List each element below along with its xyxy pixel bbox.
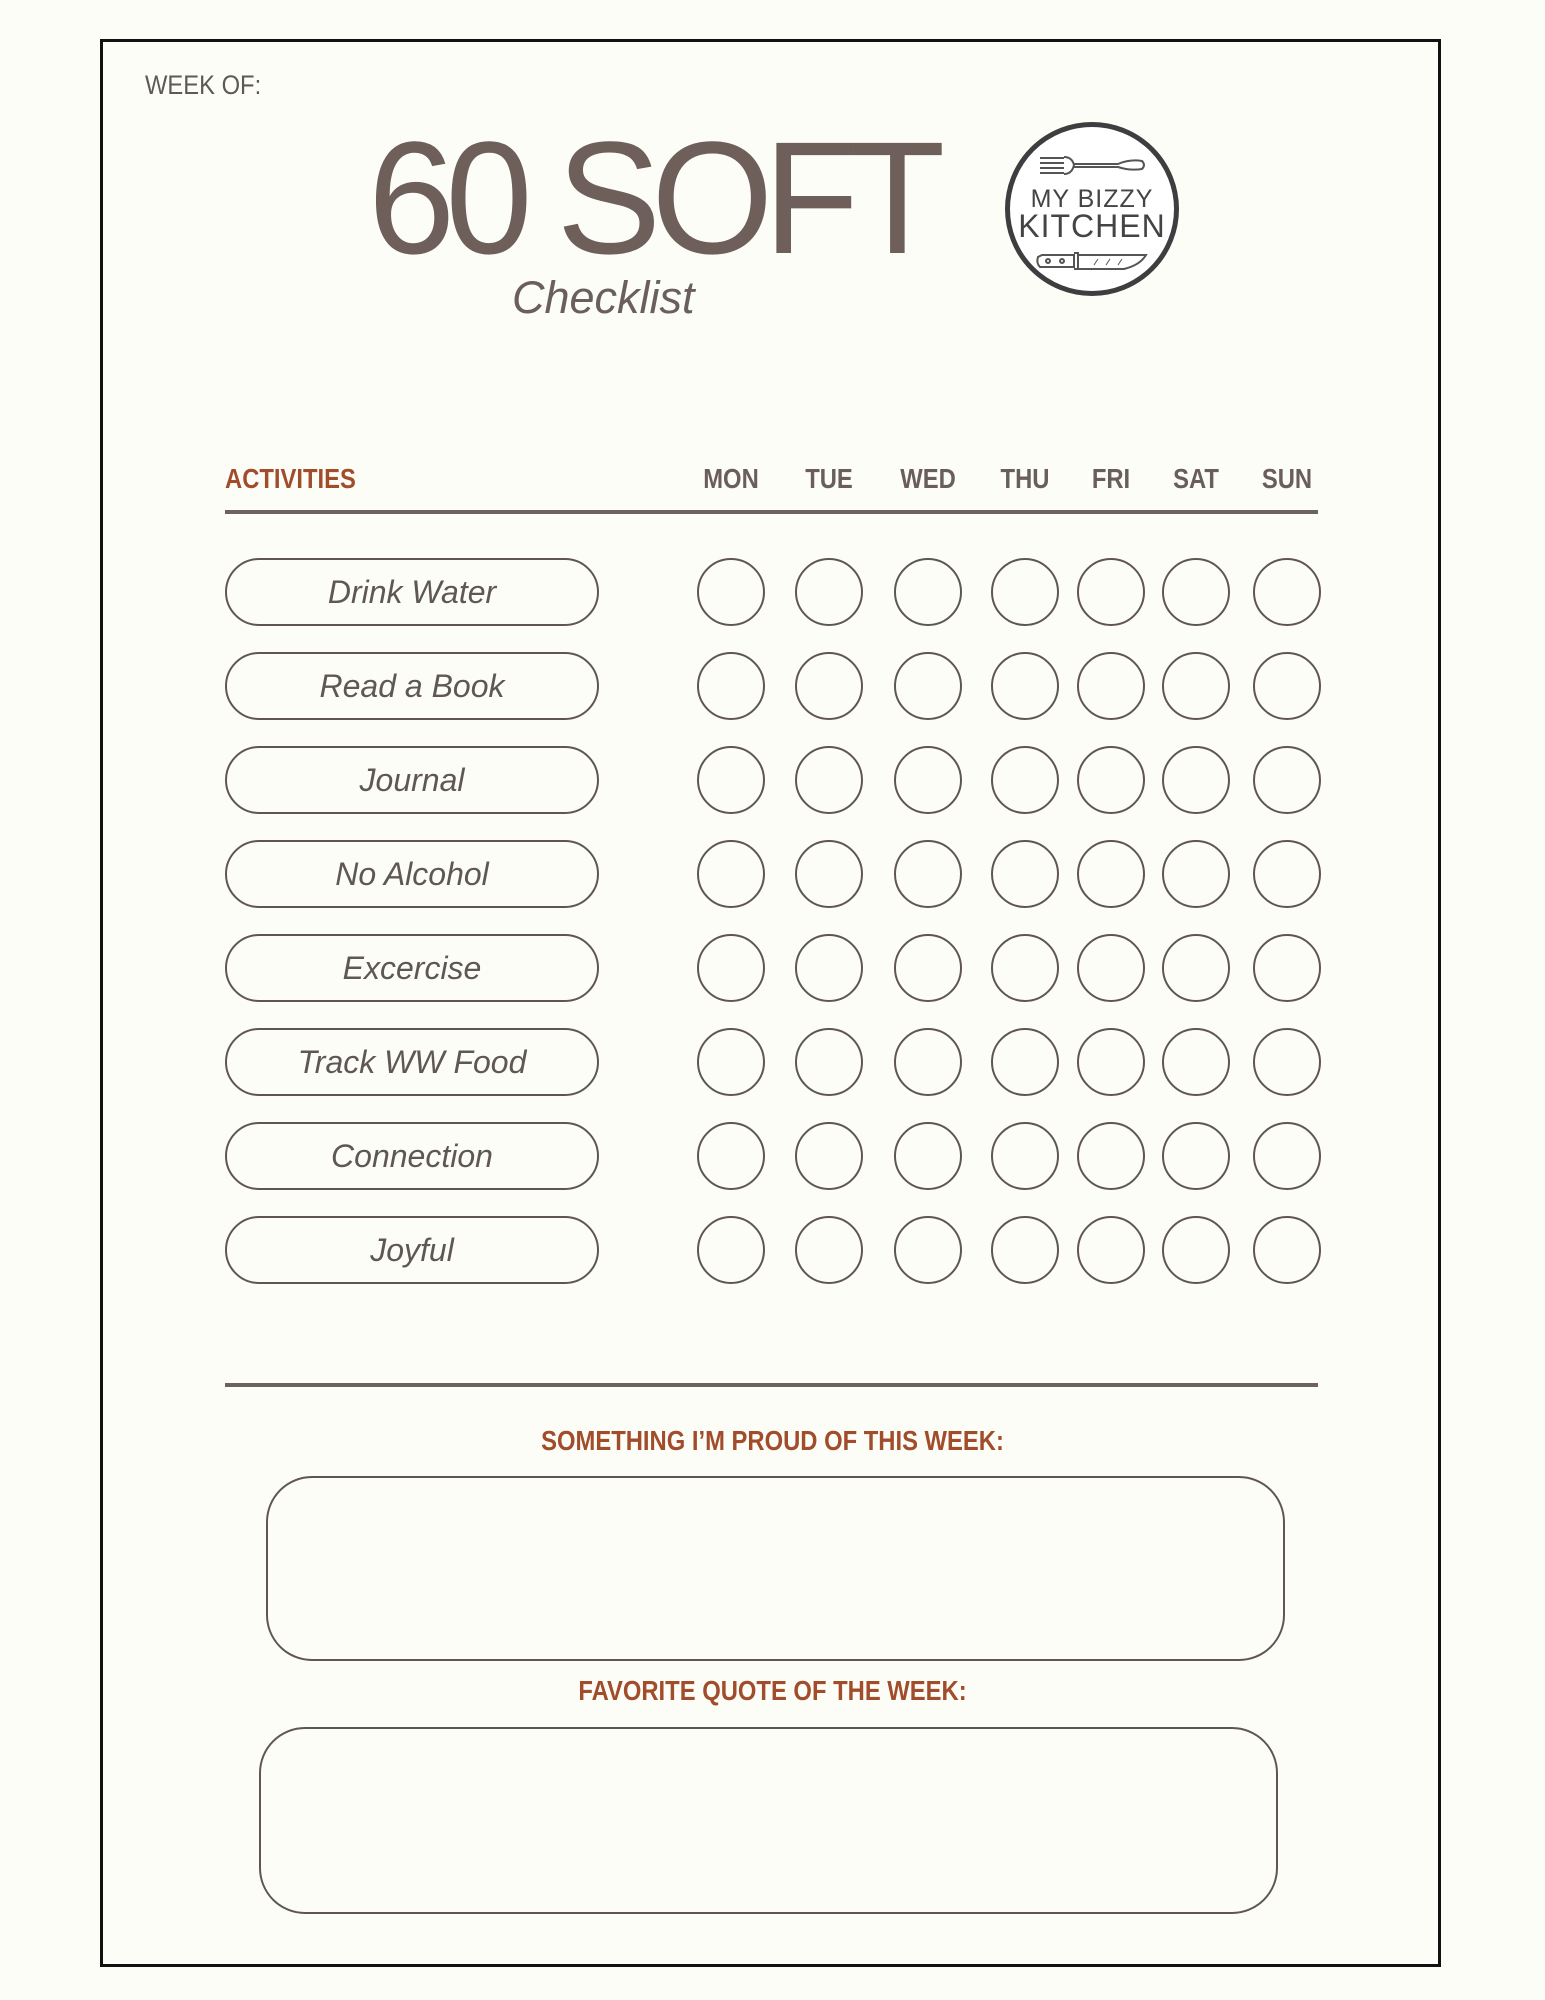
checkbox-wed[interactable] [894, 1028, 962, 1096]
checkbox-tue[interactable] [795, 934, 863, 1002]
checkbox-sun[interactable] [1253, 840, 1321, 908]
checkbox-tue[interactable] [795, 558, 863, 626]
activity-label: Connection [225, 1122, 599, 1190]
checkbox-sun[interactable] [1253, 1122, 1321, 1190]
checkbox-fri[interactable] [1077, 746, 1145, 814]
fork-icon [1038, 153, 1148, 179]
checkbox-sun[interactable] [1253, 746, 1321, 814]
week-of-label: WEEK OF: [145, 70, 262, 100]
checkbox-fri[interactable] [1077, 1028, 1145, 1096]
checkbox-fri[interactable] [1077, 840, 1145, 908]
checkbox-wed[interactable] [894, 1216, 962, 1284]
checkbox-mon[interactable] [697, 934, 765, 1002]
checkbox-sat[interactable] [1162, 652, 1230, 720]
checkbox-mon[interactable] [697, 1122, 765, 1190]
checkbox-fri[interactable] [1077, 558, 1145, 626]
checkbox-sat[interactable] [1162, 1216, 1230, 1284]
page-subtitle: Checklist [512, 272, 695, 323]
checkbox-mon[interactable] [697, 1216, 765, 1284]
logo [1005, 122, 1179, 296]
checkbox-tue[interactable] [795, 652, 863, 720]
checkbox-wed[interactable] [894, 840, 962, 908]
checkbox-sat[interactable] [1162, 746, 1230, 814]
checkbox-sat[interactable] [1162, 1122, 1230, 1190]
activity-label: Journal [225, 746, 599, 814]
checkbox-wed[interactable] [894, 652, 962, 720]
checkbox-sat[interactable] [1162, 934, 1230, 1002]
checkbox-thu[interactable] [991, 840, 1059, 908]
day-header-sun: SUN [1261, 463, 1313, 494]
checkbox-mon[interactable] [697, 840, 765, 908]
checkbox-wed[interactable] [894, 558, 962, 626]
checkbox-thu[interactable] [991, 652, 1059, 720]
day-header-thu: THU [1000, 463, 1050, 494]
activities-header: ACTIVITIES [225, 463, 356, 494]
activity-label: No Alcohol [225, 840, 599, 908]
knife-icon [1034, 249, 1152, 273]
day-header-tue: TUE [805, 463, 853, 494]
checkbox-sun[interactable] [1253, 1216, 1321, 1284]
checkbox-sat[interactable] [1162, 1028, 1230, 1096]
checkbox-thu[interactable] [991, 746, 1059, 814]
page-title: 60 SOFT [368, 108, 936, 287]
checkbox-sun[interactable] [1253, 1028, 1321, 1096]
day-header-fri: FRI [1091, 463, 1131, 494]
day-header-wed: WED [900, 463, 956, 494]
checkbox-wed[interactable] [894, 746, 962, 814]
checkbox-tue[interactable] [795, 840, 863, 908]
activity-label: Drink Water [225, 558, 599, 626]
checkbox-fri[interactable] [1077, 1122, 1145, 1190]
checkbox-thu[interactable] [991, 934, 1059, 1002]
logo-text-line1: MY BIZZY [1030, 185, 1154, 213]
checkbox-thu[interactable] [991, 1028, 1059, 1096]
quote-label: FAVORITE QUOTE OF THE WEEK: [578, 1675, 967, 1706]
checkbox-fri[interactable] [1077, 934, 1145, 1002]
activity-label: Read a Book [225, 652, 599, 720]
quote-input-box[interactable] [259, 1727, 1278, 1914]
logo-text-line2: KITCHEN [1018, 208, 1166, 244]
checkbox-thu[interactable] [991, 558, 1059, 626]
checkbox-fri[interactable] [1077, 1216, 1145, 1284]
day-header-mon: MON [703, 463, 759, 494]
checkbox-sat[interactable] [1162, 558, 1230, 626]
checkbox-wed[interactable] [894, 1122, 962, 1190]
checkbox-sun[interactable] [1253, 558, 1321, 626]
checkbox-thu[interactable] [991, 1216, 1059, 1284]
checkbox-fri[interactable] [1077, 652, 1145, 720]
checkbox-mon[interactable] [697, 746, 765, 814]
checkbox-sun[interactable] [1253, 934, 1321, 1002]
day-header-sat: SAT [1173, 463, 1219, 494]
checkbox-tue[interactable] [795, 746, 863, 814]
checkbox-tue[interactable] [795, 1028, 863, 1096]
checkbox-tue[interactable] [795, 1122, 863, 1190]
checkbox-thu[interactable] [991, 1122, 1059, 1190]
checkbox-tue[interactable] [795, 1216, 863, 1284]
activity-label: Track WW Food [225, 1028, 599, 1096]
checkbox-mon[interactable] [697, 1028, 765, 1096]
checkbox-sat[interactable] [1162, 840, 1230, 908]
header-divider [225, 510, 1318, 514]
proud-label: SOMETHING I’M PROUD OF THIS WEEK: [541, 1425, 1004, 1456]
activity-label: Excercise [225, 934, 599, 1002]
checkbox-sun[interactable] [1253, 652, 1321, 720]
section-divider [225, 1383, 1318, 1387]
checkbox-mon[interactable] [697, 558, 765, 626]
checkbox-wed[interactable] [894, 934, 962, 1002]
checkbox-mon[interactable] [697, 652, 765, 720]
activity-label: Joyful [225, 1216, 599, 1284]
proud-input-box[interactable] [266, 1476, 1285, 1661]
